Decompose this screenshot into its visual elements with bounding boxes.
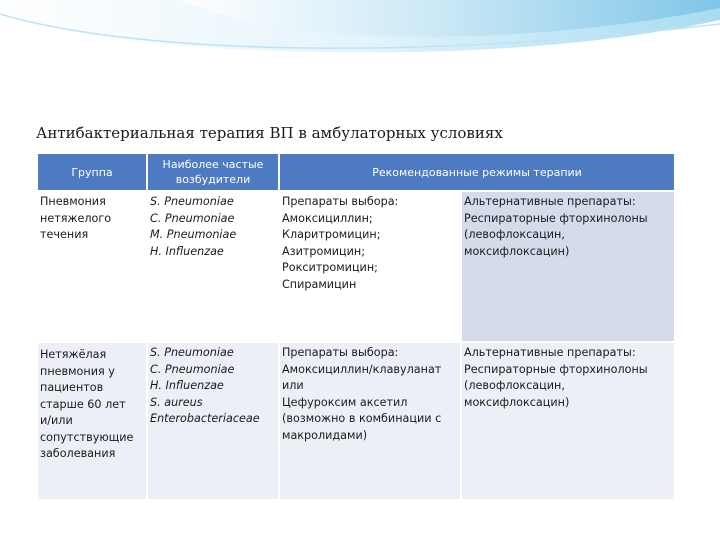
- cell-line: H. Influenzae: [150, 244, 224, 258]
- cell-choice: [280, 192, 460, 341]
- cell-pathogens: [148, 192, 278, 341]
- cell-line: S. Pneumoniae: [150, 195, 234, 208]
- decorative-wave: [0, 0, 720, 70]
- cell-line: Enterobacteriaceae: [150, 412, 260, 425]
- cell-line: (левофлоксацин,: [464, 228, 565, 241]
- cell-line: заболевания: [40, 447, 116, 460]
- header-regimens: Рекомендованные режимы терапии: [280, 154, 674, 190]
- cell-line: Амоксициллин/клавуланат: [282, 362, 442, 376]
- cell-line: C. Pneumoniae: [150, 362, 235, 376]
- cell-line: и/или: [40, 414, 73, 427]
- cell-line: Цефуроксим аксетил: [282, 395, 408, 409]
- cell-line: Нетяжёлая: [40, 348, 107, 361]
- cell-line: течения: [40, 228, 89, 241]
- cell-line: макролидами): [282, 428, 368, 442]
- cell-line: Азитромицин;: [282, 244, 366, 258]
- header-pathogens: Наиболее частые возбудители: [148, 154, 278, 190]
- cell-line: Рокситромицин;: [282, 261, 378, 274]
- therapy-table: [36, 152, 676, 501]
- cell-group: [38, 343, 146, 499]
- cell-alternative: [462, 343, 674, 499]
- cell-line: Кларитромицин;: [282, 228, 381, 241]
- cell-line: пневмония у: [40, 364, 115, 378]
- cell-line: Препараты выбора:: [282, 346, 399, 359]
- cell-pathogens: [148, 343, 278, 499]
- cell-line: (левофлоксацин,: [464, 379, 565, 392]
- cell-line: моксифлоксацин): [464, 395, 570, 409]
- cell-line: старше 60 лет: [40, 397, 126, 411]
- cell-line: Пневмония: [40, 195, 106, 208]
- cell-line: Альтернативные препараты:: [464, 346, 636, 359]
- cell-line: Спирамицин: [282, 277, 357, 291]
- cell-line: моксифлоксацин): [464, 244, 570, 258]
- cell-line: Респираторные фторхинолоны: [464, 211, 648, 225]
- cell-alternative: [462, 192, 674, 341]
- header-group: Группа: [38, 154, 146, 190]
- cell-line: или: [282, 379, 304, 392]
- table-row: [38, 192, 674, 341]
- cell-line: нетяжелого: [40, 211, 112, 225]
- cell-line: H. Influenzae: [150, 379, 224, 392]
- table-header-row: [38, 154, 674, 190]
- cell-line: C. Pneumoniae: [150, 211, 235, 225]
- cell-line: Респираторные фторхинолоны: [464, 362, 648, 376]
- cell-choice: [280, 343, 460, 499]
- cell-line: S. Pneumoniae: [150, 346, 234, 359]
- cell-line: Амоксициллин;: [282, 211, 373, 225]
- table-row: [38, 343, 674, 499]
- cell-line: M. Pneumoniae: [150, 228, 237, 241]
- cell-line: S. aureus: [150, 395, 203, 409]
- cell-line: Препараты выбора:: [282, 195, 399, 208]
- cell-group: [38, 192, 146, 341]
- cell-line: сопутствующие: [40, 430, 134, 444]
- cell-line: Альтернативные препараты:: [464, 195, 636, 208]
- page-title: Антибактериальная терапия ВП в амбулаторных условиях: [36, 124, 503, 142]
- cell-line: (возможно в комбинации с: [282, 412, 442, 425]
- cell-line: пациентов: [40, 381, 104, 394]
